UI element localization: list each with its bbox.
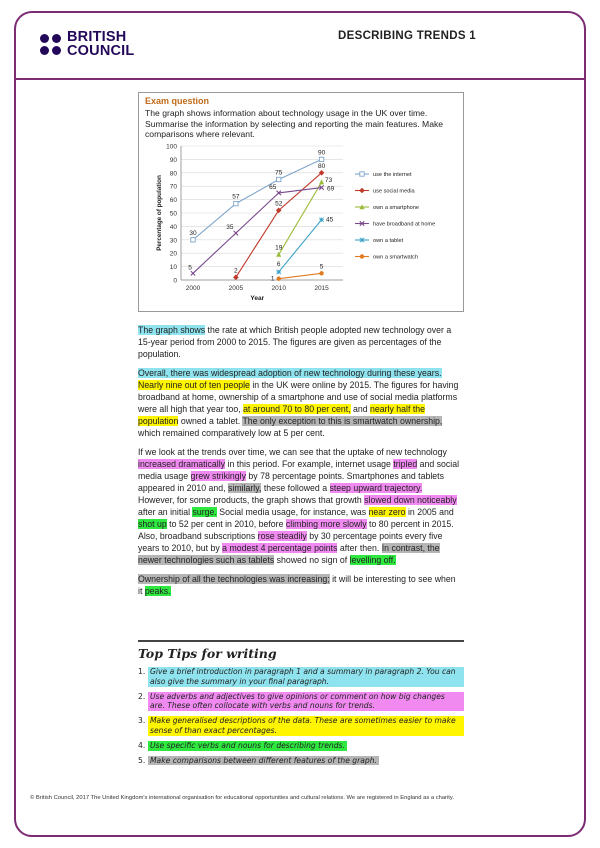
tips-list	[138, 667, 464, 765]
data-label: 45	[325, 216, 334, 224]
paragraph-1	[138, 324, 460, 360]
text-span: it will be interesting to see when it	[138, 574, 456, 596]
y-tick-label: 60	[169, 197, 177, 205]
series-line	[279, 182, 322, 254]
text-span: these followed a	[261, 483, 330, 493]
y-tick-label: 80	[169, 170, 177, 178]
text-span: If we look at the trends over time, we can see that the uptake of new technology	[138, 447, 447, 457]
data-label: 35	[226, 224, 234, 232]
y-tick-label: 30	[169, 237, 177, 245]
x-axis-title: Year	[250, 295, 265, 302]
text-span: Social media usage, for instance, was	[216, 507, 369, 517]
highlight: peaks.	[144, 586, 171, 596]
highlight: Nearly nine out of ten people	[138, 380, 250, 390]
y-axis-title: Percentage of population	[156, 175, 163, 251]
highlight: steep upward trajectory.	[329, 483, 423, 493]
footer-text: © British Council, 2017 The United Kingdom's international organisation for educational opportunities and cultural relations. We are registered in England as a charity.	[30, 795, 454, 801]
text-span: and	[350, 404, 371, 414]
text-span: after then.	[337, 543, 382, 553]
series-line	[276, 220, 322, 272]
tip-item	[138, 692, 464, 712]
tip-item	[138, 741, 464, 751]
data-point	[191, 238, 195, 242]
text-span: to 52 per cent in 2010, before	[166, 519, 286, 529]
exam-question-box	[138, 92, 464, 312]
tip-item	[138, 756, 464, 766]
x-tick-label: 2005	[228, 285, 244, 292]
data-label: 30	[189, 229, 197, 237]
tip-number: 5.	[138, 755, 146, 765]
text-span: to 80 percent in 2015. Also, broadband subscriptions	[138, 519, 454, 541]
logo-line2: COUNCIL	[67, 43, 135, 59]
x-tick-label: 2000	[185, 285, 201, 292]
text-span: by 30 percentage points every five years to 2010, but by	[138, 531, 443, 553]
data-point	[319, 218, 323, 222]
highlight: rose steadily	[257, 531, 307, 541]
model-answer	[138, 324, 460, 604]
text-span: and social media usage	[138, 459, 460, 481]
tips-divider	[138, 640, 464, 642]
highlight: similarly,	[228, 483, 262, 493]
data-label: 2	[234, 267, 238, 275]
highlight: at around 70 to 80 per cent,	[243, 404, 351, 414]
header-divider	[14, 78, 586, 80]
data-label: 75	[275, 169, 283, 177]
line-chart	[139, 138, 463, 310]
data-label: 73	[324, 177, 333, 185]
highlight: Ownership of all the technologies was increasing;	[138, 574, 330, 584]
legend-label: own a smartwatch	[373, 254, 419, 261]
highlight: near zero	[368, 507, 406, 517]
tip-number: 2.	[138, 691, 146, 701]
data-point	[359, 188, 365, 194]
data-point	[360, 238, 364, 242]
tip-text: Give a brief introduction in paragraph 1 and a summary in paragraph 2. You can also give the summary in your final paragraph.	[148, 667, 464, 687]
highlight: surge.	[192, 507, 217, 517]
y-tick-label: 0	[173, 277, 177, 285]
page-title: DESCRIBING TRENDS 1	[338, 30, 476, 42]
highlight: a modest 4 percentage points	[222, 543, 338, 553]
data-point	[360, 172, 364, 176]
data-point	[277, 276, 281, 280]
british-council-logo	[40, 30, 134, 58]
highlight: The graph shows	[138, 325, 206, 335]
highlight: shot up	[138, 519, 167, 529]
highlight: In contrast, the newer technologies such as tablets	[138, 543, 440, 565]
tip-text: Use adverbs and adjectives to give opinions or comment on how big changes are. These often collocate with verbs and nouns for trends.	[148, 692, 464, 712]
paragraph-4	[138, 573, 460, 597]
tips-title: Top Tips for writing	[138, 646, 277, 661]
text-span: However, for some products, the graph shows that growth	[138, 495, 365, 505]
tip-number: 3.	[138, 716, 146, 726]
exam-heading: Exam question	[145, 96, 210, 106]
data-label: 52	[275, 200, 283, 208]
series-line	[279, 273, 322, 278]
data-label: 5	[188, 264, 192, 272]
legend-label: use the internet	[373, 172, 412, 179]
text-span: in this period. For example, internet usage	[225, 459, 394, 469]
highlight: increased dramatically	[138, 459, 226, 469]
highlight: grew strikingly	[190, 471, 246, 481]
series-line	[193, 188, 322, 274]
text-span: by 78 percentage points. Smartphones and tablets appeared in 2010 and,	[138, 471, 444, 493]
logo-text	[67, 30, 134, 58]
y-tick-label: 90	[169, 156, 177, 164]
text-span: in 2005 and	[405, 507, 454, 517]
data-label: 90	[317, 149, 326, 157]
highlight: climbing more slowly	[285, 519, 367, 529]
data-label: 57	[232, 193, 240, 201]
y-tick-label: 100	[166, 143, 177, 151]
text-span: owned a tablet.	[178, 416, 243, 426]
highlight: The only exception to this is smartwatch ownership,	[242, 416, 443, 426]
data-label: 65	[269, 183, 277, 191]
logo-dots-icon	[40, 34, 61, 55]
logo-line1: BRITISH	[67, 29, 127, 45]
text-span: in the UK were online by 2015. The figures for having broadband at home, ownership of a smartphone and use of social media platforms were all high that year too,	[138, 380, 459, 414]
highlight: slowed down noticeably	[364, 495, 457, 505]
data-point	[319, 157, 323, 161]
highlight: nearly half the population	[138, 404, 426, 426]
data-label: 19	[275, 244, 283, 252]
data-point	[277, 270, 281, 274]
tip-number: 1.	[138, 667, 146, 676]
top-tips	[138, 640, 464, 770]
y-tick-label: 70	[169, 183, 177, 191]
tip-item	[138, 667, 464, 687]
highlight: tripled	[393, 459, 418, 469]
text-span: the rate at which British people adopted new technology over a 15-year period from 2000 to 2015. The figures are given as percentages of the population.	[138, 325, 452, 359]
highlight: Overall, there was widespread adoption of new technology during these years.	[138, 368, 442, 378]
x-tick-label: 2010	[271, 285, 286, 292]
y-tick-label: 10	[169, 264, 177, 272]
text-span: which remained comparatively low at 5 per cent.	[138, 428, 325, 438]
tip-item	[138, 716, 464, 736]
data-point	[277, 177, 281, 181]
data-point	[234, 231, 238, 235]
text-span: showed no sign of	[274, 555, 350, 565]
tip-number: 4.	[138, 740, 146, 750]
data-label: 5	[319, 263, 324, 271]
tip-text: Make comparisons between different features of the graph.	[150, 755, 377, 765]
paragraph-3	[138, 446, 460, 566]
legend-label: have broadband at home	[373, 221, 436, 228]
data-point	[191, 271, 195, 275]
y-tick-label: 20	[169, 250, 177, 258]
data-point	[233, 275, 239, 281]
data-label: 80	[317, 162, 326, 170]
paragraph-2	[138, 367, 460, 439]
tip-text: Make generalised descriptions of the data. These are sometimes easier to make sense of than exact percentages.	[148, 716, 464, 736]
text-span: after an initial	[138, 507, 193, 517]
data-point	[360, 254, 364, 258]
legend-label: own a tablet	[373, 238, 404, 245]
data-label: 1	[270, 275, 275, 283]
data-point	[319, 179, 324, 184]
data-point	[234, 201, 238, 205]
highlight: levelling off.	[349, 555, 396, 565]
tip-text: Use specific verbs and nouns for describing trends.	[150, 740, 345, 750]
legend-label: use social media	[373, 188, 415, 195]
x-tick-label: 2015	[314, 285, 329, 292]
legend-label: own a smartphone	[373, 205, 420, 212]
y-tick-label: 40	[169, 223, 177, 231]
exam-question-text: The graph shows information about technology usage in the UK over time. Summarise the information by selecting and reporting the main features. Make comparisons where relevant.	[145, 108, 444, 139]
data-point	[319, 271, 323, 275]
y-tick-label: 50	[169, 210, 177, 218]
data-label: 6	[276, 260, 281, 268]
data-label: 69	[326, 185, 335, 193]
